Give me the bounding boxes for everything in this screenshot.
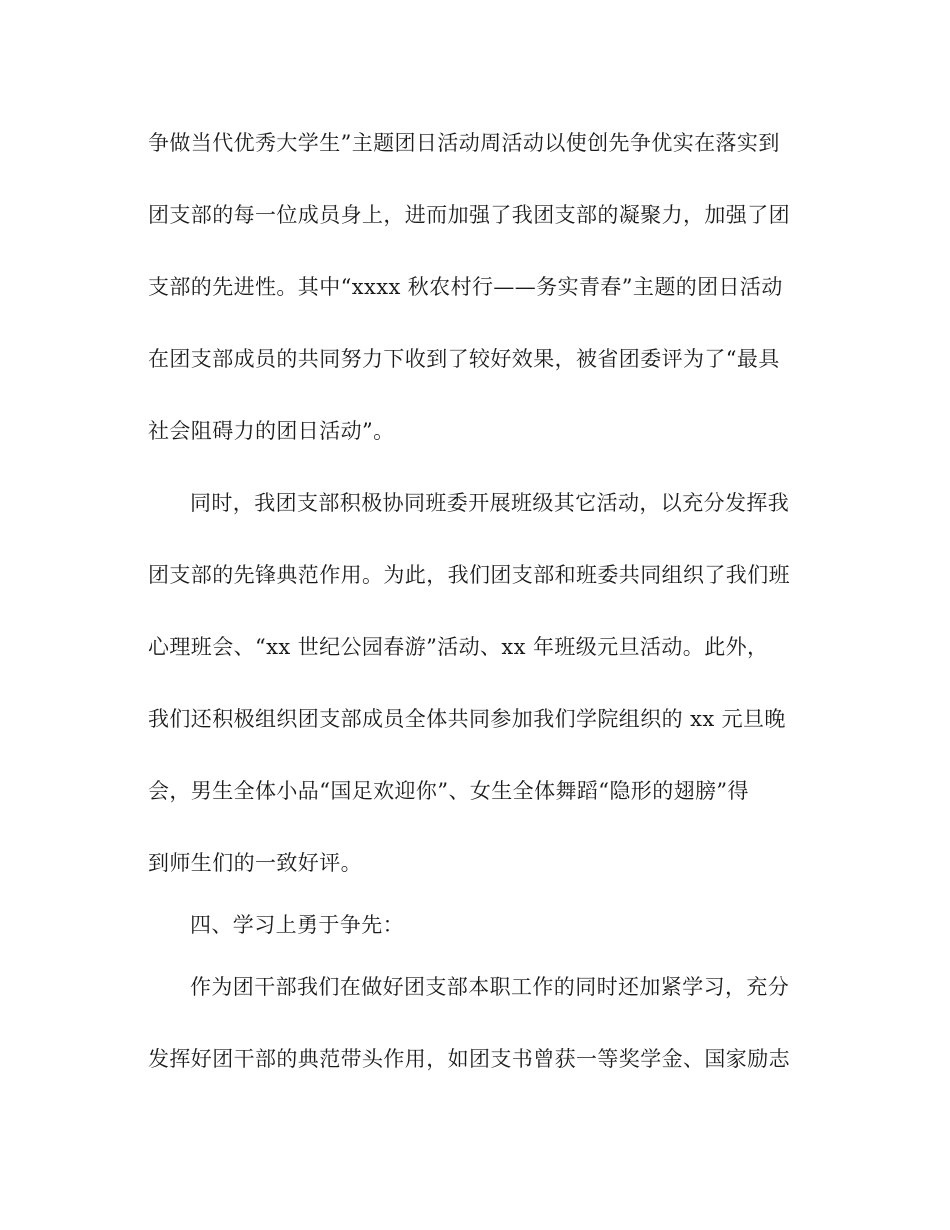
text-line: 争做当代优秀大学生”主题团日活动周活动以使创先争优实在落实到 bbox=[148, 131, 780, 155]
text-line: 会，男生全体小品“国足欢迎你”、女生全体舞蹈“隐形的翅膀”得 bbox=[148, 779, 749, 803]
text-line: 团支部的先锋典范作用。为此，我们团支部和班委共同组织了我们班 bbox=[148, 563, 790, 587]
text-line: 社会阻碍力的团日活动”。 bbox=[148, 419, 395, 443]
text-line: 我们还积极组织团支部成员全体共同参加我们学院组织的 xx 元旦晚 bbox=[148, 707, 786, 731]
section-heading: 四、学习上勇于争先： bbox=[190, 913, 404, 937]
text-line: 支部的先进性。其中“xxxx 秋农村行——务实青春”主题的团日活动 bbox=[148, 275, 783, 299]
text-line: 发挥好团干部的典范带头作用，如团支书曾获一等奖学金、国家励志 bbox=[148, 1047, 790, 1071]
text-line: 在团支部成员的共同努力下收到了较好效果，被省团委评为了“最具 bbox=[148, 347, 780, 371]
text-line: 心理班会、“xx 世纪公园春游”活动、xx 年班级元旦活动。此外， bbox=[148, 635, 769, 659]
paragraph-start-line: 同时，我团支部积极协同班委开展班级其它活动，以充分发挥我 bbox=[190, 491, 790, 515]
paragraph-start-line: 作为团干部我们在做好团支部本职工作的同时还加紧学习，充分 bbox=[190, 975, 790, 999]
text-line: 到师生们的一致好评。 bbox=[148, 851, 362, 875]
text-line: 团支部的每一位成员身上，进而加强了我团支部的凝聚力，加强了团 bbox=[148, 203, 790, 227]
